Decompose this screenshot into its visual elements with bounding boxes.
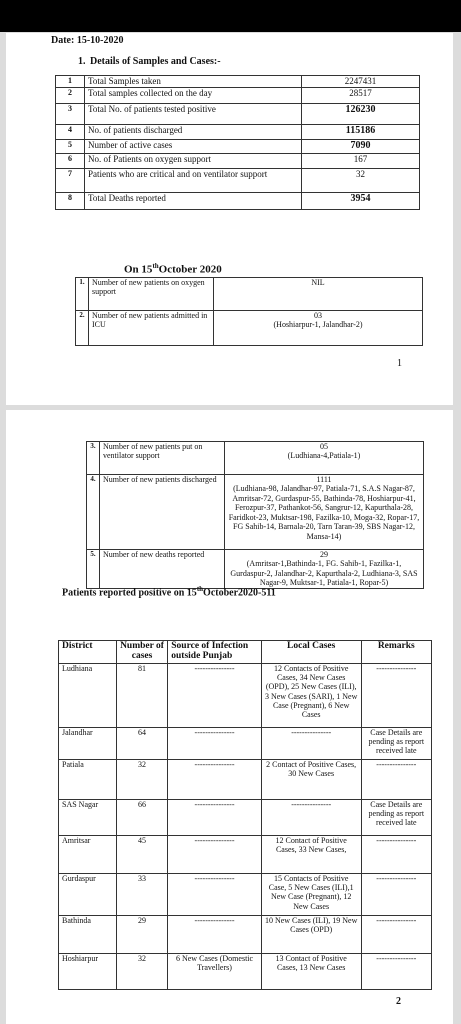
row-value: 167: [302, 154, 420, 169]
source-cell: 6 New Cases (Domestic Travellers): [168, 953, 262, 989]
number-cell: 32: [116, 759, 167, 799]
table-row: [59, 759, 432, 799]
new-patients-row: [76, 311, 423, 346]
row-number: 8: [56, 193, 85, 210]
row-label: Number of active cases: [85, 140, 302, 154]
table-row: [59, 835, 432, 873]
row-label: Number of new patients admitted in ICU: [89, 311, 214, 346]
samples-row: [56, 154, 420, 169]
on-date-sup: th: [152, 262, 159, 270]
number-cell: 29: [116, 915, 167, 953]
remarks-cell: ---------------: [361, 953, 431, 989]
number-cell: 32: [116, 953, 167, 989]
row-label: Number of new patients discharged: [100, 475, 225, 550]
document-page-2: [6, 410, 453, 1024]
value-detail: (Hoshiarpur-1, Jalandhar-2): [273, 320, 363, 330]
new-patients-row: [76, 278, 423, 311]
district-cell: Amritsar: [59, 835, 117, 873]
source-cell: ---------------: [168, 873, 262, 915]
samples-row: [56, 76, 420, 88]
table-row: [59, 873, 432, 915]
new-patients-row: [87, 442, 424, 475]
row-value: 3954: [302, 193, 420, 210]
district-cell: Ludhiana: [59, 663, 117, 727]
row-value: [214, 278, 423, 311]
row-number: 3: [56, 104, 85, 125]
positive-cases-table: [58, 640, 432, 990]
number-cell: 66: [116, 799, 167, 835]
new-patients-table-2: [86, 441, 424, 589]
samples-table: [55, 75, 420, 210]
value-main: 1111: [316, 475, 332, 484]
row-label: Total No. of patients tested positive: [85, 104, 302, 125]
samples-row: [56, 104, 420, 125]
table-row: [59, 799, 432, 835]
table-row: [59, 663, 432, 727]
remarks-cell: ---------------: [361, 759, 431, 799]
samples-row: [56, 140, 420, 154]
header-district: District: [59, 641, 117, 664]
row-value: 32: [302, 169, 420, 193]
value-detail: (Ludhiana-98, Jalandhar-97, Patiala-71, S.A.S Nagar-87, Amritsar-72, Gurdaspur-55, Bathinda-78, Hoshiarpur-41, Ferozpur-37, Pathankot-56, Sangrur-12, Kapurthala-28, Faridkot-23, Muktsar-198, Fazilka-10, Moga-32, Ropar-17, FG Sahib-14, Barnala-20, Tarn Taran-39, SBS Nagar-12, Mansa-14): [228, 484, 420, 541]
remarks-cell: ---------------: [361, 835, 431, 873]
row-number: 1.: [76, 278, 89, 311]
number-cell: 45: [116, 835, 167, 873]
local-cell: 10 New Cases (ILI), 19 New Cases (OPD): [261, 915, 361, 953]
samples-row: [56, 169, 420, 193]
row-value: [225, 550, 424, 589]
district-cell: Jalandhar: [59, 727, 117, 759]
header-source: Source of Infection outside Punjab: [168, 641, 262, 664]
header-local: Local Cases: [261, 641, 361, 664]
local-cell: 13 Contact of Positive Cases, 13 New Cases: [261, 953, 361, 989]
page-number-2: 2: [396, 996, 401, 1007]
samples-row: [56, 88, 420, 104]
page-number-1: 1: [397, 358, 402, 369]
samples-row: [56, 125, 420, 140]
header-number: Number of cases: [116, 641, 167, 664]
section-number: 1.: [78, 56, 86, 67]
number-cell: 33: [116, 873, 167, 915]
remarks-cell: ---------------: [361, 915, 431, 953]
source-cell: ---------------: [168, 727, 262, 759]
source-cell: ---------------: [168, 759, 262, 799]
row-number: 2.: [76, 311, 89, 346]
row-number: 5: [56, 140, 85, 154]
table-row: [59, 915, 432, 953]
row-value: 28517: [302, 88, 420, 104]
row-label: Patients who are critical and on ventilator support: [85, 169, 302, 193]
value-detail: (Ludhiana-4,Patiala-1): [287, 451, 361, 461]
row-value: 2247431: [302, 76, 420, 88]
row-value: 7090: [302, 140, 420, 154]
local-cell: 12 Contact of Positive Cases, 33 New Cases,: [261, 835, 361, 873]
on-date-suffix: October 2020: [158, 263, 222, 276]
district-cell: Hoshiarpur: [59, 953, 117, 989]
value-main: 03: [314, 311, 322, 320]
district-cell: Patiala: [59, 759, 117, 799]
row-value: [214, 311, 423, 346]
row-label: Number of new patients put on ventilator support: [100, 442, 225, 475]
value-detail: (Amritsar-1,Bathinda-1, FG. Sahib-1, Fazilka-1, Gurdaspur-2, Jalandhar-2, Kapurthala-2, Ludhiana-3, SAS Nagar-9, Muktsar-1, Patiala-1, Ropar-5): [230, 559, 418, 588]
row-label: No. of Patients on oxygen support: [85, 154, 302, 169]
positive-title-sup: th: [196, 585, 204, 593]
row-number: 5.: [87, 550, 100, 589]
section-label: Details of Samples and Cases:-: [90, 56, 221, 67]
row-label: Total Deaths reported: [85, 193, 302, 210]
row-number: 4.: [87, 475, 100, 550]
row-label: Total samples collected on the day: [85, 88, 302, 104]
positive-table-header: [59, 641, 432, 664]
value-main: 29: [320, 550, 328, 559]
remarks-cell: Case Details are pending as report received late: [361, 799, 431, 835]
on-date-prefix: On 15: [124, 263, 153, 276]
source-cell: ---------------: [168, 799, 262, 835]
row-value: 126230: [302, 104, 420, 125]
district-cell: Gurdaspur: [59, 873, 117, 915]
row-label: No. of patients discharged: [85, 125, 302, 140]
source-cell: ---------------: [168, 663, 262, 727]
samples-row: [56, 193, 420, 210]
local-cell: ---------------: [261, 799, 361, 835]
new-patients-table-1: [75, 277, 423, 346]
local-cell: ---------------: [261, 727, 361, 759]
remarks-cell: Case Details are pending as report received late: [361, 727, 431, 759]
new-patients-row: [87, 475, 424, 550]
positive-title: [62, 585, 276, 598]
report-date: Date: 15-10-2020: [51, 35, 124, 46]
new-patients-row: [87, 550, 424, 589]
row-number: 6: [56, 154, 85, 169]
table-row: [59, 727, 432, 759]
local-cell: 15 Contacts of Positive Case, 5 New Cases (ILI),1 New Case (Pregnant), 12 New Cases: [261, 873, 361, 915]
remarks-cell: ---------------: [361, 873, 431, 915]
on-date-title: [124, 262, 222, 276]
row-number: 2: [56, 88, 85, 104]
row-number: 1: [56, 76, 85, 88]
number-cell: 81: [116, 663, 167, 727]
row-number: 4: [56, 125, 85, 140]
source-cell: ---------------: [168, 915, 262, 953]
row-label: Total Samples taken: [85, 76, 302, 88]
row-label: Number of new deaths reported: [100, 550, 225, 589]
row-label: Number of new patients on oxygen support: [89, 278, 214, 311]
number-cell: 64: [116, 727, 167, 759]
value-main: NIL: [311, 278, 325, 287]
row-value: [225, 442, 424, 475]
positive-title-suffix: October2020-511: [203, 587, 276, 599]
source-cell: ---------------: [168, 835, 262, 873]
row-value: 115186: [302, 125, 420, 140]
row-value: [225, 475, 424, 550]
row-number: 7: [56, 169, 85, 193]
row-number: 3.: [87, 442, 100, 475]
remarks-cell: ---------------: [361, 663, 431, 727]
table-row: [59, 953, 432, 989]
district-cell: SAS Nagar: [59, 799, 117, 835]
status-bar: [0, 0, 461, 32]
local-cell: 12 Contacts of Positive Cases, 34 New Cases (OPD), 25 New Cases (ILI), 3 New Cases (SARI), 1 New Case (Pregnant), 6 New Cases: [261, 663, 361, 727]
local-cell: 2 Contact of Positive Cases, 30 New Cases: [261, 759, 361, 799]
document-page-1: [6, 33, 453, 405]
district-cell: Bathinda: [59, 915, 117, 953]
positive-title-prefix: Patients reported positive on 15: [62, 587, 197, 599]
section-title: [78, 56, 221, 67]
header-remarks: Remarks: [361, 641, 431, 664]
value-main: 05: [320, 442, 328, 451]
